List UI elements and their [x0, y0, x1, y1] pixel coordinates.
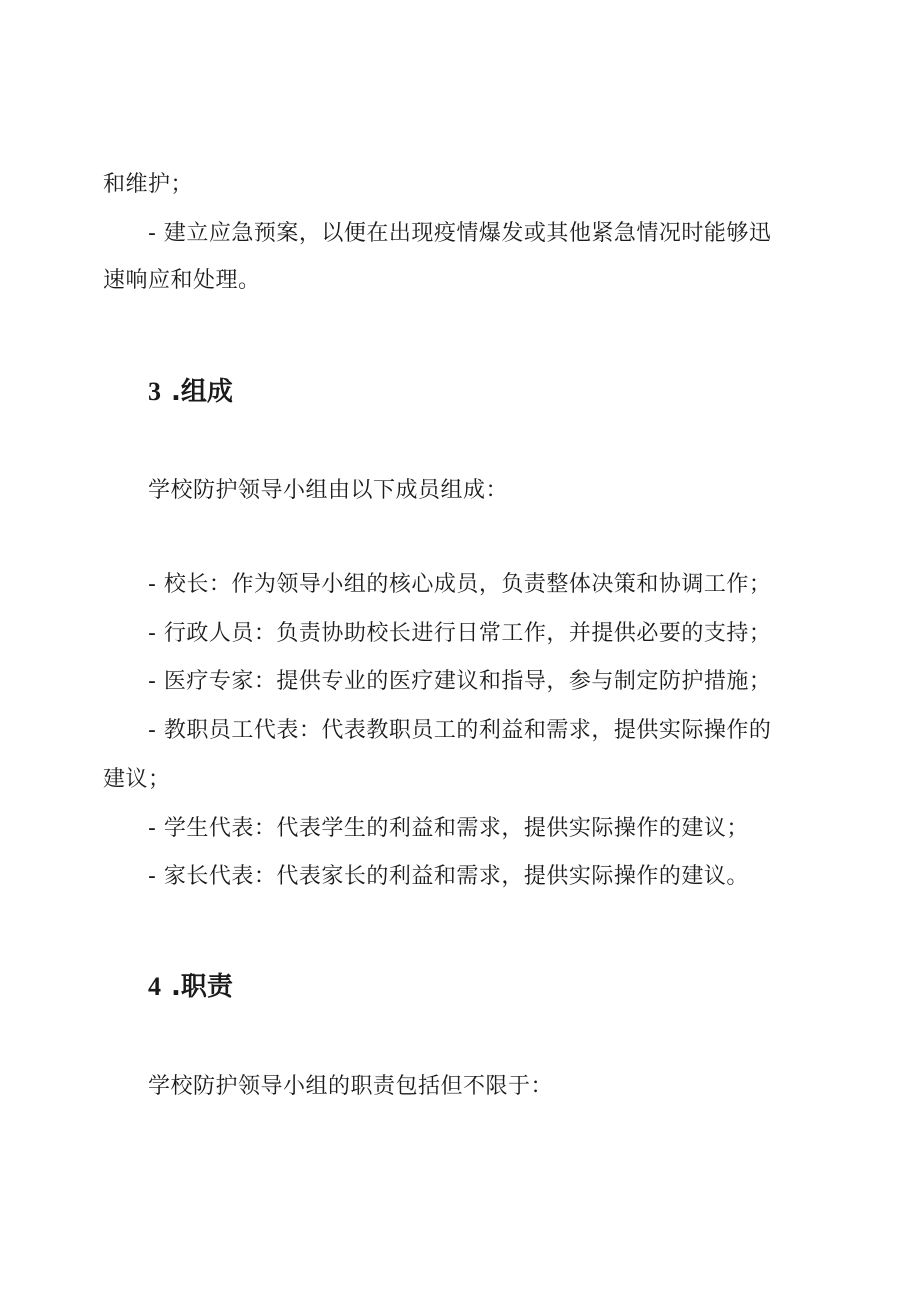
- list-item: - 家长代表：代表家长的利益和需求，提供实际操作的建议。: [148, 864, 749, 889]
- section-intro: 学校防护领导小组的职责包括但不限于：: [148, 1074, 554, 1099]
- list-item: - 校长：作为领导小组的核心成员，负责整体决策和协调工作；: [148, 572, 772, 597]
- text-line: 速响应和处理。: [103, 268, 261, 293]
- text-line: 和维护；: [103, 172, 194, 197]
- section-title: .职责: [171, 972, 233, 1002]
- list-item-continuation: 建议；: [103, 767, 171, 792]
- list-item: - 学生代表：代表学生的利益和需求，提供实际操作的建议；: [148, 816, 749, 841]
- section-title: .组成: [171, 377, 233, 407]
- section-intro: 学校防护领导小组由以下成员组成：: [148, 478, 509, 503]
- section-heading-4: [148, 970, 233, 1004]
- section-heading-3: [148, 375, 233, 409]
- list-item: - 医疗专家：提供专业的医疗建议和指导，参与制定防护措施；: [148, 669, 772, 694]
- list-item: - 行政人员：负责协助校长进行日常工作，并提供必要的支持；: [148, 621, 772, 646]
- list-item: - 教职员工代表：代表教职员工的利益和需求，提供实际操作的: [148, 718, 772, 743]
- list-item: - 建立应急预案，以便在出现疫情爆发或其他紧急情况时能够迅: [148, 221, 772, 246]
- section-number: 3: [148, 377, 161, 406]
- section-number: 4: [148, 972, 161, 1001]
